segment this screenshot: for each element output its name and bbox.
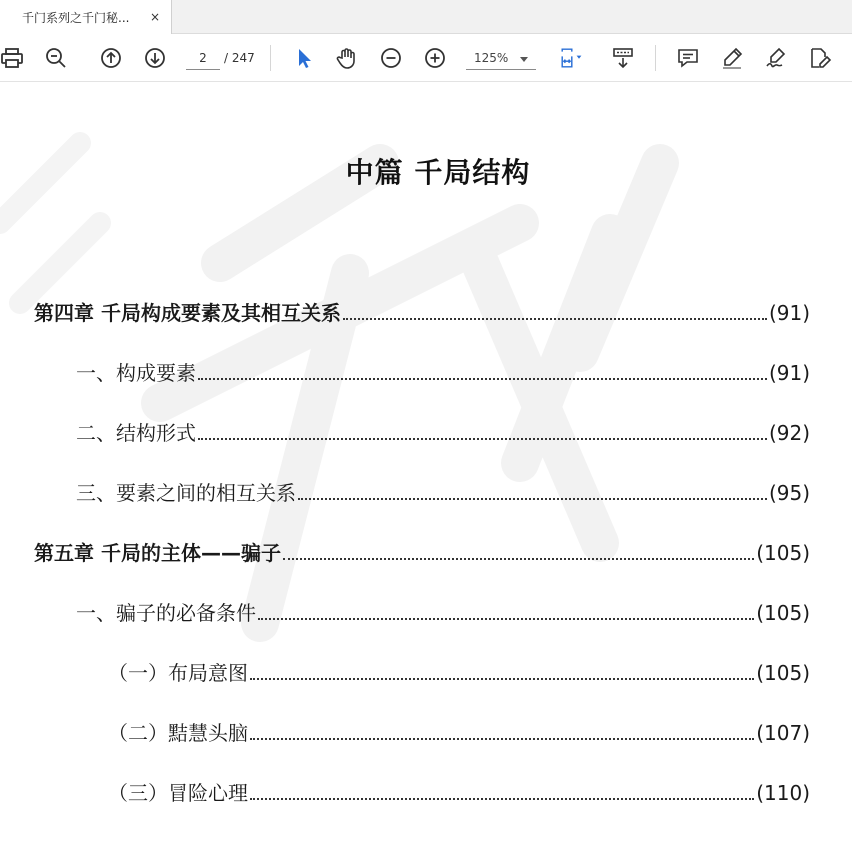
close-tab-icon[interactable]: × (149, 10, 161, 24)
print-icon[interactable] (0, 44, 26, 72)
toolbar-divider (655, 45, 656, 71)
toc-entry-page: (105) (756, 601, 810, 625)
toc-entry[interactable] (76, 597, 810, 626)
sign-icon[interactable] (762, 44, 790, 72)
toc-entry[interactable] (108, 717, 810, 746)
select-cursor-icon[interactable] (290, 44, 318, 72)
toc-dot-leader (250, 738, 754, 740)
scroll-mode-icon[interactable] (609, 44, 637, 72)
toc-entry-page: (105) (756, 541, 810, 565)
toc-entry-page: (92) (768, 421, 810, 445)
toc-entry[interactable] (108, 777, 810, 806)
toc-entry[interactable] (76, 417, 810, 446)
zoom-in-icon[interactable] (421, 44, 449, 72)
document-page[interactable] (0, 83, 852, 844)
watermark-logo (0, 103, 852, 803)
toc-entry-page: (110) (756, 781, 810, 805)
toc-dot-leader (250, 798, 754, 800)
toc-entry-title: （一）布局意图 (108, 661, 248, 685)
fill-sign-icon[interactable] (806, 44, 834, 72)
search-zoom-icon[interactable] (42, 44, 70, 72)
zoom-level-value: 125% (474, 51, 509, 65)
toc-entry[interactable] (34, 537, 810, 566)
toc-dot-leader (283, 558, 754, 560)
toc-entry-title: （二）黠慧头脑 (108, 721, 248, 745)
zoom-level-select[interactable] (466, 48, 536, 70)
toc-dot-leader (298, 498, 767, 500)
toc-entry-title: 二、结构形式 (76, 421, 196, 445)
toc-entry-title: 一、构成要素 (76, 361, 196, 385)
toc-dot-leader (258, 618, 754, 620)
hand-tool-icon[interactable] (333, 44, 361, 72)
tab-title: 千门系列之千门秘... (22, 11, 130, 25)
tab-bar (0, 0, 852, 34)
page-number-input[interactable]: 2 (186, 48, 220, 70)
page-title: 中篇 千局结构 (345, 156, 531, 189)
highlight-pen-icon[interactable] (718, 44, 746, 72)
toc-entry-page: (91) (768, 301, 810, 325)
toc-entry-page: (107) (756, 721, 810, 745)
page-down-icon[interactable] (141, 44, 169, 72)
toc-entry[interactable] (76, 357, 810, 386)
chevron-down-icon (520, 57, 528, 62)
toc-entry[interactable] (34, 297, 810, 326)
zoom-out-icon[interactable] (377, 44, 405, 72)
toc-entry-title: 三、要素之间的相互关系 (76, 481, 296, 505)
toolbar (0, 34, 852, 82)
toc-entry-title: （三）冒险心理 (108, 781, 248, 805)
page-total-label: / 247 (224, 51, 255, 65)
fit-page-icon[interactable] (553, 44, 589, 72)
toc-dot-leader (343, 318, 767, 320)
toc-entry-page: (95) (768, 481, 810, 505)
toc-entry-title: 一、骗子的必备条件 (76, 601, 256, 625)
toc-entry-title: 第五章 千局的主体——骗子 (34, 541, 281, 565)
toc-dot-leader (198, 378, 767, 380)
toc-entry-title: 第四章 千局构成要素及其相互关系 (34, 301, 341, 325)
comment-icon[interactable] (674, 44, 702, 72)
toolbar-divider (270, 45, 271, 71)
page-up-icon[interactable] (97, 44, 125, 72)
toc-entry[interactable] (76, 477, 810, 506)
document-tab[interactable] (0, 0, 172, 35)
toc-entry-page: (91) (768, 361, 810, 385)
toc-dot-leader (198, 438, 767, 440)
toc-dot-leader (250, 678, 754, 680)
toc-entry[interactable] (108, 657, 810, 686)
toc-entry-page: (105) (756, 661, 810, 685)
